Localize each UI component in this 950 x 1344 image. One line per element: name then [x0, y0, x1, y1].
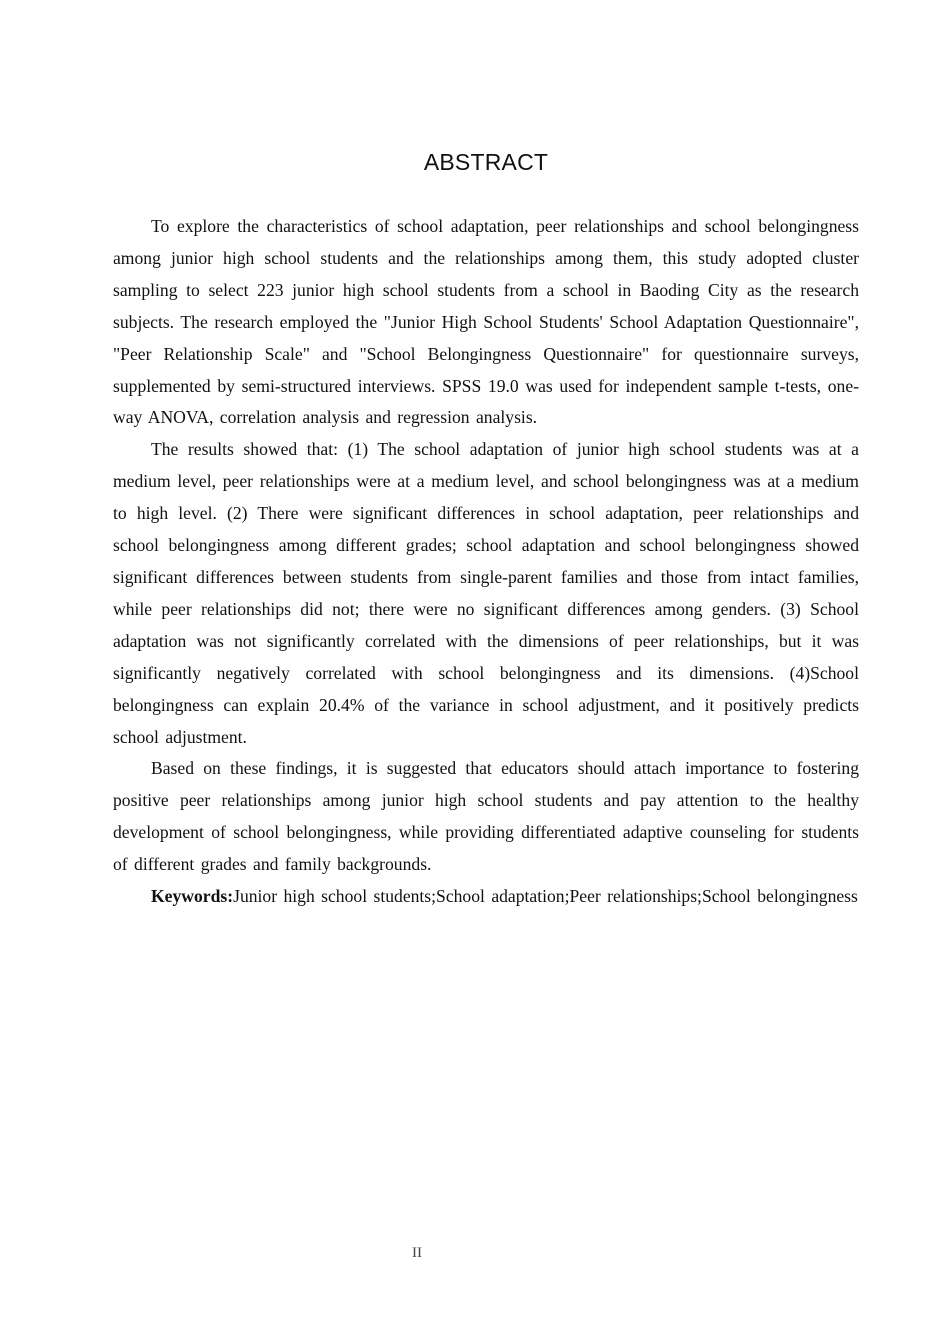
keywords-paragraph — [113, 881, 859, 913]
abstract-title: ABSTRACT — [423, 149, 549, 175]
keywords-list: Junior high school students;School adaptation;Peer relationships;School belongingness — [233, 886, 858, 907]
abstract-paragraph-1: To explore the characteristics of school adaptation, peer relationships and school belongingness among junior high school students and the relationships among them, this study adopted cluster sampling to select 223 junior high school students from a school in Baoding City as the research subjects. The research employed the "Junior High School Students' School Adaptation Questionnaire", "Peer Relationship Scale" and "School Belongingness Questionnaire" for questionnaire surveys, supplemented by semi-structured interviews. SPSS 19.0 was used for independent sample t-tests, one-way ANOVA, correlation analysis and regression analysis. — [113, 216, 859, 428]
abstract-paragraph-2: The results showed that: (1) The school adaptation of junior high school students was at a medium level, peer relationships were at a medium level, and school belongingness was at a medium to high level. (2) There were significant differences in school adaptation, peer relationships and school belongingness among different grades; school adaptation and school belongingness showed significant differences between students from single-parent families and those from intact families, while peer relationships did not; there were no significant differences among genders. (3) School adaptation was not significantly correlated with the dimensions of peer relationships, but it was significantly negatively correlated with school belongingness and its dimensions. (4)School belongingness can explain 20.4% of the variance in school adjustment, and it positively predicts school adjustment. — [113, 439, 859, 747]
keywords-label: Keywords: — [151, 886, 234, 907]
page-number: II — [412, 1245, 422, 1261]
abstract-paragraph-3: Based on these findings, it is suggested that educators should attach importance to fostering positive peer relationships among junior high school students and pay attention to the healthy development of school belongingness, while providing differentiated adaptive counseling for students of different grades and family backgrounds. — [113, 758, 859, 875]
abstract-body — [113, 211, 859, 913]
